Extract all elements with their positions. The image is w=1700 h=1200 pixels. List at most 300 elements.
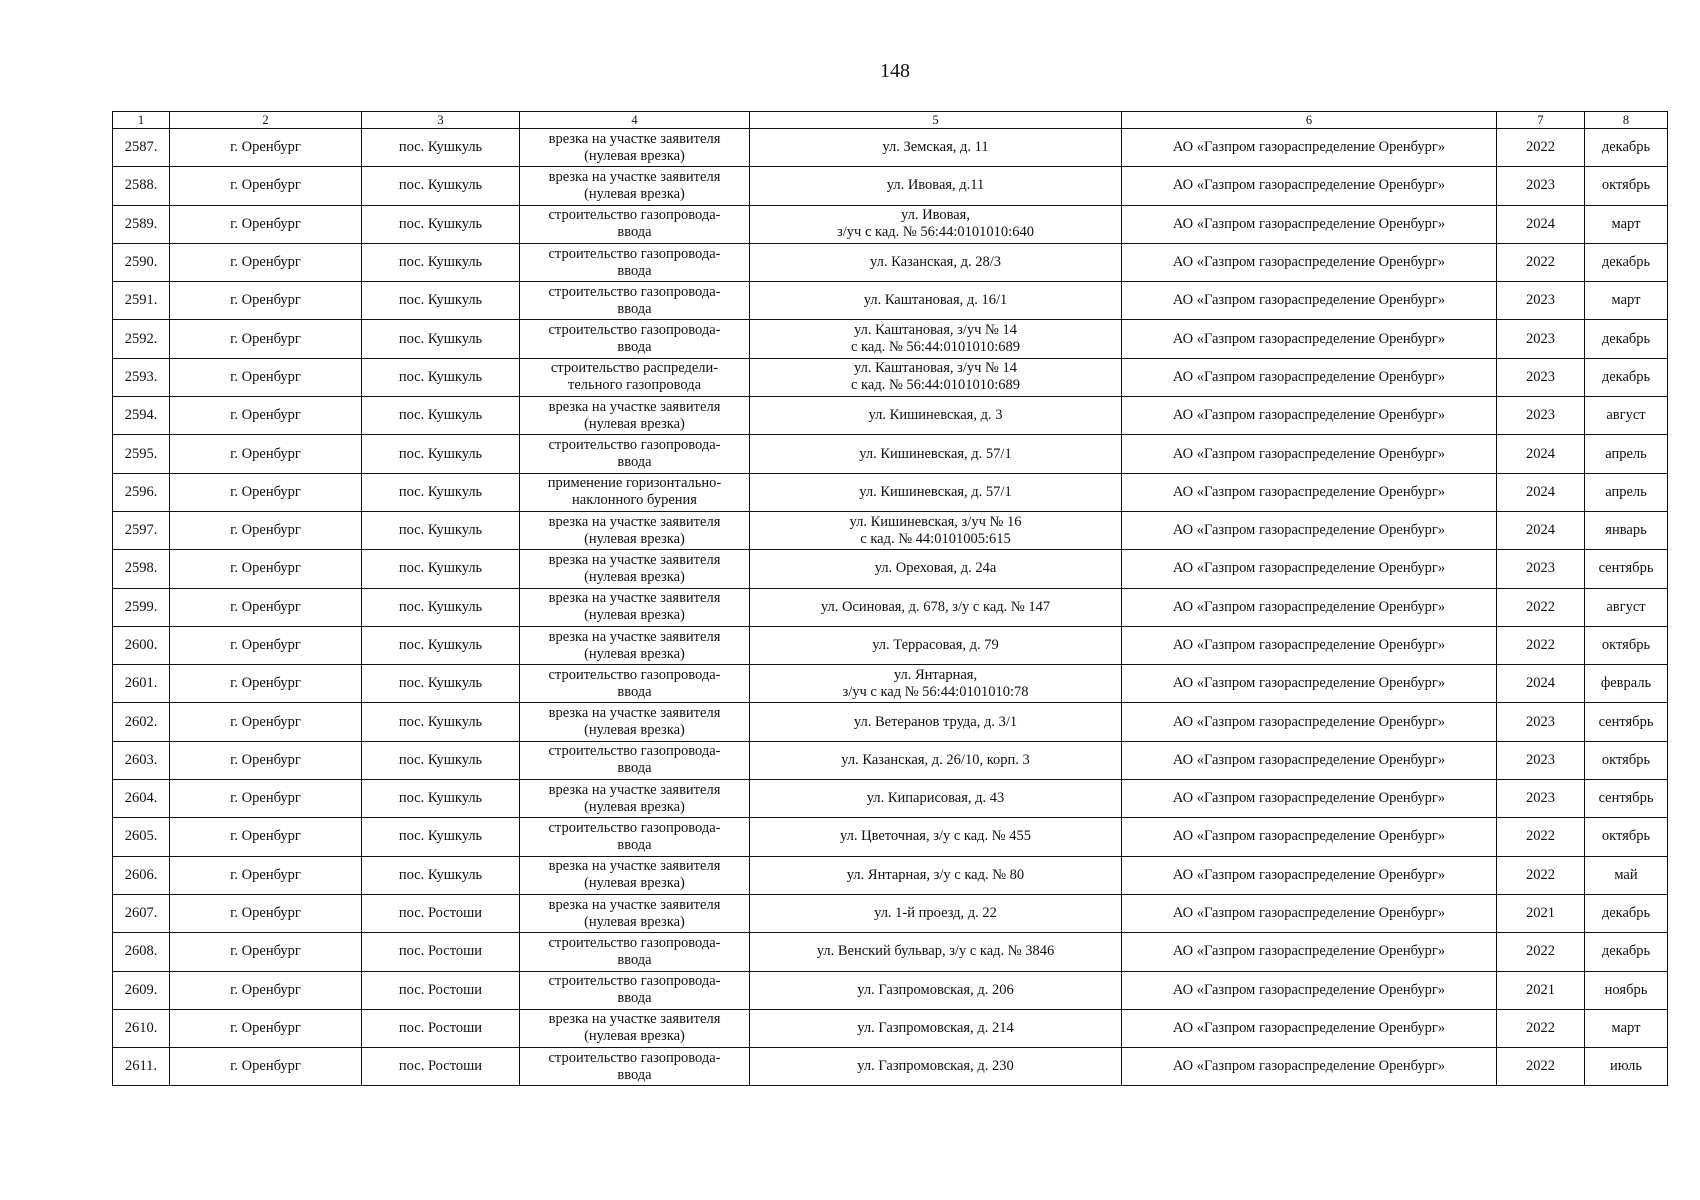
work-type-cell-line: строительство газопровода- [548, 819, 721, 836]
work-type-cell [520, 550, 750, 588]
year-cell: 2022 [1497, 1009, 1585, 1047]
month-cell: сентябрь [1585, 550, 1668, 588]
work-type-cell-line: применение горизонтально- [547, 475, 722, 492]
row-number: 2599. [113, 588, 170, 626]
table-row [113, 818, 1668, 856]
organization-cell: АО «Газпром газораспределение Оренбург» [1122, 129, 1497, 167]
work-type-cell-line: ввода [617, 262, 652, 279]
work-type-cell-line: врезка на участке заявителя [548, 130, 721, 147]
year-cell: 2022 [1497, 129, 1585, 167]
address-cell [750, 205, 1122, 243]
month-cell: октябрь [1585, 741, 1668, 779]
city-cell: г. Оренбург [170, 282, 362, 320]
address-cell-line: с кад. № 44:0101005:615 [860, 530, 1011, 547]
city-cell: г. Оренбург [170, 473, 362, 511]
table-row [113, 511, 1668, 549]
work-type-cell-line: (нулевая врезка) [584, 185, 685, 202]
column-header: 6 [1122, 112, 1497, 129]
row-number: 2596. [113, 473, 170, 511]
table-row [113, 473, 1668, 511]
settlement-cell: пос. Кушкуль [362, 856, 520, 894]
work-type-cell-line: (нулевая врезка) [584, 798, 685, 815]
settlement-cell: пос. Кушкуль [362, 320, 520, 358]
organization-cell: АО «Газпром газораспределение Оренбург» [1122, 473, 1497, 511]
city-cell: г. Оренбург [170, 320, 362, 358]
month-cell: август [1585, 397, 1668, 435]
settlement-cell: пос. Кушкуль [362, 129, 520, 167]
column-header: 2 [170, 112, 362, 129]
address-cell [750, 588, 1122, 626]
year-cell: 2024 [1497, 511, 1585, 549]
address-cell [750, 435, 1122, 473]
work-type-cell-line: тельного газопровода [567, 377, 702, 394]
column-header: 8 [1585, 112, 1668, 129]
work-type-cell [520, 626, 750, 664]
work-type-cell [520, 358, 750, 396]
month-cell: февраль [1585, 665, 1668, 703]
work-type-cell-line: врезка на участке заявителя [548, 551, 721, 568]
settlement-cell: пос. Кушкуль [362, 205, 520, 243]
address-cell [750, 511, 1122, 549]
month-cell: апрель [1585, 435, 1668, 473]
year-cell: 2022 [1497, 933, 1585, 971]
address-cell-line: ул. Кишиневская, д. 3 [868, 407, 1003, 424]
address-cell-line: ул. Янтарная, з/у с кад. № 80 [846, 866, 1025, 883]
work-type-cell-line: врезка на участке заявителя [548, 781, 721, 798]
work-type-cell [520, 703, 750, 741]
work-type-cell-line: строительство газопровода- [548, 322, 721, 339]
work-type-cell-line: ввода [617, 836, 652, 853]
month-cell: октябрь [1585, 626, 1668, 664]
work-type-cell [520, 780, 750, 818]
city-cell: г. Оренбург [170, 243, 362, 281]
work-type-cell-line: ввода [617, 300, 652, 317]
address-cell-line: ул. Кипарисовая, д. 43 [866, 790, 1005, 807]
work-type-cell-line: строительство газопровода- [548, 207, 721, 224]
settlement-cell: пос. Кушкуль [362, 780, 520, 818]
settlement-cell: пос. Ростоши [362, 933, 520, 971]
city-cell: г. Оренбург [170, 894, 362, 932]
work-type-cell [520, 167, 750, 205]
settlement-cell: пос. Ростоши [362, 894, 520, 932]
column-header: 3 [362, 112, 520, 129]
work-type-cell [520, 511, 750, 549]
work-type-cell [520, 320, 750, 358]
work-type-cell-line: строительство газопровода- [548, 437, 721, 454]
year-cell: 2023 [1497, 741, 1585, 779]
work-type-cell-line: (нулевая врезка) [584, 645, 685, 662]
month-cell: ноябрь [1585, 971, 1668, 1009]
work-type-cell-line: ввода [617, 454, 652, 471]
city-cell: г. Оренбург [170, 397, 362, 435]
work-type-cell [520, 818, 750, 856]
work-type-cell-line: (нулевая врезка) [584, 607, 685, 624]
address-cell [750, 282, 1122, 320]
address-cell-line: ул. Каштановая, д. 16/1 [863, 292, 1008, 309]
address-cell-line: с кад. № 56:44:0101010:689 [851, 377, 1020, 394]
work-type-cell-line: ввода [617, 224, 652, 241]
organization-cell: АО «Газпром газораспределение Оренбург» [1122, 626, 1497, 664]
address-cell [750, 971, 1122, 1009]
work-type-cell-line: (нулевая врезка) [584, 530, 685, 547]
settlement-cell: пос. Кушкуль [362, 665, 520, 703]
organization-cell: АО «Газпром газораспределение Оренбург» [1122, 1048, 1497, 1086]
month-cell: август [1585, 588, 1668, 626]
work-type-cell [520, 243, 750, 281]
work-type-cell-line: врезка на участке заявителя [548, 590, 721, 607]
city-cell: г. Оренбург [170, 818, 362, 856]
table-row [113, 397, 1668, 435]
organization-cell: АО «Газпром газораспределение Оренбург» [1122, 243, 1497, 281]
table-row [113, 626, 1668, 664]
city-cell: г. Оренбург [170, 741, 362, 779]
address-cell-line: ул. Террасовая, д. 79 [872, 637, 999, 653]
address-cell [750, 1048, 1122, 1086]
work-type-cell-line: врезка на участке заявителя [548, 705, 721, 722]
table-row [113, 205, 1668, 243]
month-cell: сентябрь [1585, 780, 1668, 818]
row-number: 2606. [113, 856, 170, 894]
month-cell: март [1585, 205, 1668, 243]
city-cell: г. Оренбург [170, 703, 362, 741]
month-cell: декабрь [1585, 933, 1668, 971]
city-cell: г. Оренбург [170, 971, 362, 1009]
work-type-cell-line: строительство газопровода- [548, 743, 721, 760]
city-cell: г. Оренбург [170, 626, 362, 664]
address-cell-line: ул. Казанская, д. 26/10, корп. 3 [841, 751, 1030, 768]
work-type-cell-line: строительство газопровода- [548, 666, 721, 683]
row-number: 2608. [113, 933, 170, 971]
settlement-cell: пос. Кушкуль [362, 703, 520, 741]
settlement-cell: пос. Кушкуль [362, 397, 520, 435]
address-cell [750, 243, 1122, 281]
address-cell [750, 473, 1122, 511]
address-cell-line: ул. Ветеранов труда, д. 3/1 [853, 713, 1018, 730]
address-cell-line: з/уч с кад № 56:44:0101010:78 [842, 683, 1029, 700]
organization-cell: АО «Газпром газораспределение Оренбург» [1122, 550, 1497, 588]
work-type-cell-line: врезка на участке заявителя [548, 168, 721, 185]
address-cell [750, 665, 1122, 703]
row-number: 2602. [113, 703, 170, 741]
year-cell: 2022 [1497, 856, 1585, 894]
work-type-cell [520, 588, 750, 626]
organization-cell: АО «Газпром газораспределение Оренбург» [1122, 320, 1497, 358]
settlement-cell: пос. Кушкуль [362, 741, 520, 779]
work-type-cell-line: строительство газопровода- [548, 1049, 721, 1066]
work-type-cell-line: (нулевая врезка) [584, 913, 685, 930]
city-cell: г. Оренбург [170, 550, 362, 588]
table-row [113, 243, 1668, 281]
table-row [113, 588, 1668, 626]
address-cell-line: ул. Газпромовская, д. 214 [857, 1019, 1014, 1036]
work-type-cell-line: ввода [617, 951, 652, 968]
month-cell: июль [1585, 1048, 1668, 1086]
row-number: 2605. [113, 818, 170, 856]
month-cell: март [1585, 1009, 1668, 1047]
organization-cell: АО «Газпром газораспределение Оренбург» [1122, 435, 1497, 473]
year-cell: 2023 [1497, 282, 1585, 320]
month-cell: декабрь [1585, 358, 1668, 396]
address-cell [750, 167, 1122, 205]
column-header: 1 [113, 112, 170, 129]
year-cell: 2021 [1497, 894, 1585, 932]
table-row [113, 282, 1668, 320]
table-row [113, 665, 1668, 703]
table-row [113, 894, 1668, 932]
city-cell: г. Оренбург [170, 511, 362, 549]
table-row [113, 435, 1668, 473]
city-cell: г. Оренбург [170, 205, 362, 243]
organization-cell: АО «Газпром газораспределение Оренбург» [1122, 856, 1497, 894]
table-row [113, 856, 1668, 894]
address-cell-line: ул. Каштановая, з/уч № 14 [853, 322, 1018, 339]
work-type-cell-line: (нулевая врезка) [584, 415, 685, 432]
address-cell-line: с кад. № 56:44:0101010:689 [851, 339, 1020, 356]
settlement-cell: пос. Кушкуль [362, 818, 520, 856]
row-number: 2594. [113, 397, 170, 435]
address-cell [750, 320, 1122, 358]
row-number: 2604. [113, 780, 170, 818]
city-cell: г. Оренбург [170, 933, 362, 971]
city-cell: г. Оренбург [170, 588, 362, 626]
settlement-cell: пос. Кушкуль [362, 588, 520, 626]
row-number: 2588. [113, 167, 170, 205]
month-cell: сентябрь [1585, 703, 1668, 741]
city-cell: г. Оренбург [170, 1048, 362, 1086]
work-type-cell-line: врезка на участке заявителя [548, 1011, 721, 1028]
work-type-cell [520, 1048, 750, 1086]
city-cell: г. Оренбург [170, 780, 362, 818]
work-type-cell-line: ввода [617, 760, 652, 777]
row-number: 2595. [113, 435, 170, 473]
row-number: 2611. [113, 1048, 170, 1086]
settlement-cell: пос. Кушкуль [362, 626, 520, 664]
organization-cell: АО «Газпром газораспределение Оренбург» [1122, 205, 1497, 243]
year-cell: 2024 [1497, 205, 1585, 243]
city-cell: г. Оренбург [170, 435, 362, 473]
address-cell-line: з/уч с кад. № 56:44:0101010:640 [837, 224, 1034, 241]
address-cell [750, 894, 1122, 932]
work-type-cell-line: (нулевая врезка) [584, 722, 685, 739]
settlement-cell: пос. Ростоши [362, 1009, 520, 1047]
organization-cell: АО «Газпром газораспределение Оренбург» [1122, 397, 1497, 435]
work-type-cell-line: (нулевая врезка) [584, 147, 685, 164]
year-cell: 2022 [1497, 626, 1585, 664]
month-cell: декабрь [1585, 320, 1668, 358]
work-type-cell [520, 205, 750, 243]
work-type-cell [520, 282, 750, 320]
organization-cell: АО «Газпром газораспределение Оренбург» [1122, 282, 1497, 320]
address-cell-line: ул. Казанская, д. 28/3 [870, 254, 1001, 271]
work-type-cell [520, 473, 750, 511]
table-row [113, 1009, 1668, 1047]
row-number: 2587. [113, 129, 170, 167]
settlement-cell: пос. Ростоши [362, 1048, 520, 1086]
month-cell: январь [1585, 511, 1668, 549]
column-header: 7 [1497, 112, 1585, 129]
month-cell: декабрь [1585, 243, 1668, 281]
organization-cell: АО «Газпром газораспределение Оренбург» [1122, 1009, 1497, 1047]
table-row [113, 971, 1668, 1009]
address-cell-line: ул. Янтарная, [893, 666, 978, 683]
address-cell-line: ул. Ореховая, д. 24а [874, 560, 997, 577]
year-cell: 2024 [1497, 435, 1585, 473]
year-cell: 2024 [1497, 473, 1585, 511]
year-cell: 2023 [1497, 780, 1585, 818]
table-row [113, 320, 1668, 358]
month-cell: май [1585, 856, 1668, 894]
work-type-cell-line: ввода [617, 990, 652, 1007]
table-body [113, 129, 1668, 1086]
column-header: 5 [750, 112, 1122, 129]
work-type-cell-line: (нулевая врезка) [584, 1028, 685, 1045]
organization-cell: АО «Газпром газораспределение Оренбург» [1122, 588, 1497, 626]
work-type-cell-line: (нулевая врезка) [584, 568, 685, 585]
work-type-cell-line: врезка на участке заявителя [548, 858, 721, 875]
year-cell: 2023 [1497, 358, 1585, 396]
city-cell: г. Оренбург [170, 129, 362, 167]
city-cell: г. Оренбург [170, 358, 362, 396]
table-row [113, 703, 1668, 741]
year-cell: 2023 [1497, 320, 1585, 358]
row-number: 2589. [113, 205, 170, 243]
row-number: 2603. [113, 741, 170, 779]
address-cell-line: ул. Венский бульвар, з/у с кад. № 3846 [816, 943, 1055, 960]
row-number: 2600. [113, 626, 170, 664]
work-type-cell [520, 741, 750, 779]
organization-cell: АО «Газпром газораспределение Оренбург» [1122, 665, 1497, 703]
work-type-cell-line: строительство газопровода- [548, 973, 721, 990]
year-cell: 2021 [1497, 971, 1585, 1009]
year-cell: 2023 [1497, 550, 1585, 588]
address-cell [750, 129, 1122, 167]
settlement-cell: пос. Ростоши [362, 971, 520, 1009]
organization-cell: АО «Газпром газораспределение Оренбург» [1122, 894, 1497, 932]
address-cell [750, 703, 1122, 741]
address-cell-line: ул. Земская, д. 11 [882, 139, 989, 156]
row-number: 2598. [113, 550, 170, 588]
month-cell: декабрь [1585, 894, 1668, 932]
year-cell: 2023 [1497, 397, 1585, 435]
organization-cell: АО «Газпром газораспределение Оренбург» [1122, 167, 1497, 205]
work-type-cell [520, 856, 750, 894]
table-row [113, 167, 1668, 205]
organization-cell: АО «Газпром газораспределение Оренбург» [1122, 703, 1497, 741]
address-cell [750, 818, 1122, 856]
row-number: 2592. [113, 320, 170, 358]
year-cell: 2022 [1497, 818, 1585, 856]
work-type-cell-line: ввода [617, 339, 652, 356]
address-cell-line: ул. Кишиневская, д. 57/1 [859, 483, 1012, 500]
work-type-cell-line: врезка на участке заявителя [548, 398, 721, 415]
settlement-cell: пос. Кушкуль [362, 473, 520, 511]
year-cell: 2024 [1497, 665, 1585, 703]
year-cell: 2022 [1497, 1048, 1585, 1086]
organization-cell: АО «Газпром газораспределение Оренбург» [1122, 933, 1497, 971]
table-row [113, 1048, 1668, 1086]
work-type-cell-line: строительство газопровода- [548, 245, 721, 262]
address-cell-line: ул. Кишиневская, з/уч № 16 [849, 513, 1022, 530]
work-type-cell-line: врезка на участке заявителя [548, 896, 721, 913]
row-number: 2607. [113, 894, 170, 932]
year-cell: 2023 [1497, 167, 1585, 205]
work-type-cell [520, 665, 750, 703]
table-row [113, 741, 1668, 779]
work-type-cell [520, 397, 750, 435]
work-type-cell-line: врезка на участке заявителя [548, 628, 721, 645]
work-type-cell [520, 894, 750, 932]
city-cell: г. Оренбург [170, 665, 362, 703]
work-type-cell-line: (нулевая врезка) [584, 875, 685, 892]
address-cell [750, 933, 1122, 971]
address-cell [750, 856, 1122, 894]
work-type-cell-line: строительство газопровода- [548, 934, 721, 951]
work-type-cell [520, 1009, 750, 1047]
organization-cell: АО «Газпром газораспределение Оренбург» [1122, 358, 1497, 396]
work-type-cell-line: наклонного бурения [572, 492, 697, 509]
organization-cell: АО «Газпром газораспределение Оренбург» [1122, 971, 1497, 1009]
settlement-cell: пос. Кушкуль [362, 282, 520, 320]
gasification-table [112, 111, 1668, 1086]
city-cell: г. Оренбург [170, 167, 362, 205]
table-row [113, 129, 1668, 167]
work-type-cell-line: строительство распредели- [550, 360, 719, 377]
column-number-row [113, 112, 1668, 129]
organization-cell: АО «Газпром газораспределение Оренбург» [1122, 511, 1497, 549]
settlement-cell: пос. Кушкуль [362, 358, 520, 396]
year-cell: 2023 [1497, 703, 1585, 741]
address-cell [750, 550, 1122, 588]
settlement-cell: пос. Кушкуль [362, 167, 520, 205]
month-cell: декабрь [1585, 129, 1668, 167]
row-number: 2593. [113, 358, 170, 396]
settlement-cell: пос. Кушкуль [362, 435, 520, 473]
address-cell-line: ул. 1-й проезд, д. 22 [874, 905, 997, 922]
year-cell: 2022 [1497, 243, 1585, 281]
address-cell [750, 626, 1122, 664]
table-row [113, 780, 1668, 818]
address-cell [750, 741, 1122, 779]
work-type-cell-line: врезка на участке заявителя [548, 513, 721, 530]
row-number: 2601. [113, 665, 170, 703]
work-type-cell-line: строительство газопровода- [548, 283, 721, 300]
address-cell [750, 1009, 1122, 1047]
table-row [113, 550, 1668, 588]
address-cell-line: ул. Каштановая, з/уч № 14 [853, 360, 1018, 377]
row-number: 2597. [113, 511, 170, 549]
address-cell [750, 397, 1122, 435]
address-cell-line: ул. Газпромовская, д. 230 [857, 1058, 1014, 1075]
address-cell [750, 358, 1122, 396]
settlement-cell: пос. Кушкуль [362, 550, 520, 588]
organization-cell: АО «Газпром газораспределение Оренбург» [1122, 818, 1497, 856]
work-type-cell-line: ввода [617, 1066, 652, 1083]
organization-cell: АО «Газпром газораспределение Оренбург» [1122, 780, 1497, 818]
settlement-cell: пос. Кушкуль [362, 511, 520, 549]
address-cell-line: ул. Ивовая, [901, 207, 970, 224]
work-type-cell [520, 435, 750, 473]
column-header: 4 [520, 112, 750, 129]
table-row [113, 358, 1668, 396]
work-type-cell [520, 933, 750, 971]
address-cell-line: ул. Газпромовская, д. 206 [857, 981, 1014, 998]
row-number: 2609. [113, 971, 170, 1009]
table-row [113, 933, 1668, 971]
work-type-cell-line: ввода [617, 683, 652, 700]
work-type-cell [520, 971, 750, 1009]
city-cell: г. Оренбург [170, 1009, 362, 1047]
address-cell-line: ул. Ивовая, д.11 [886, 177, 985, 194]
